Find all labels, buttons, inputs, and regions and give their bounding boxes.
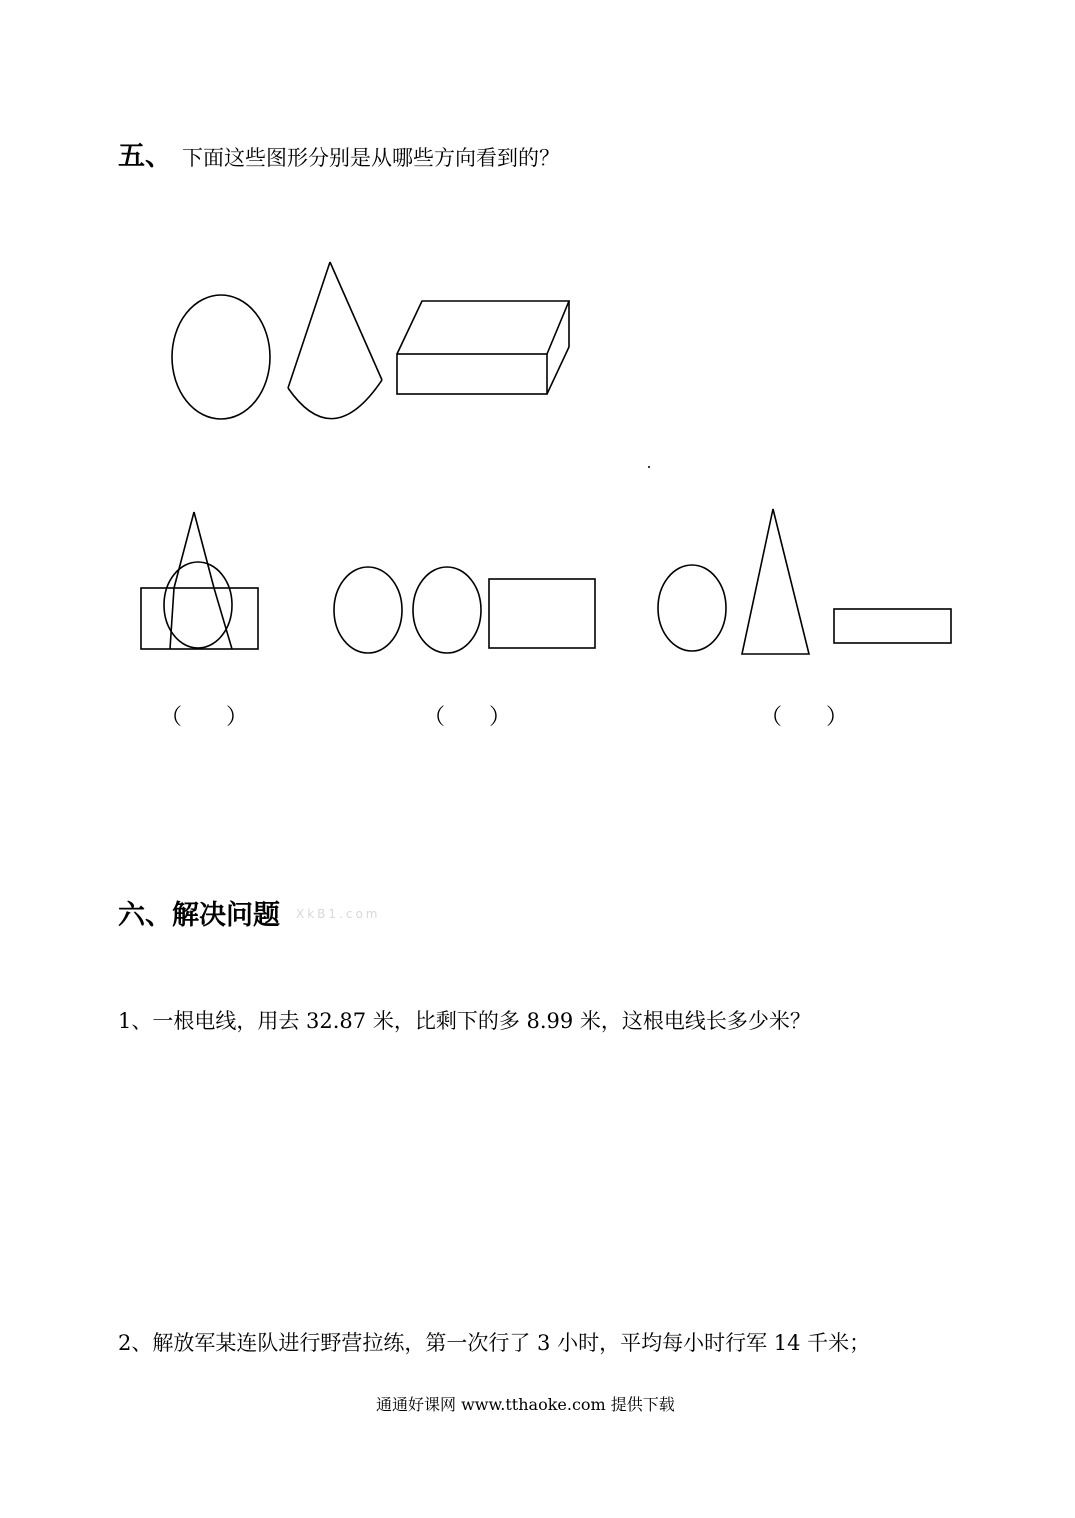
view-1-ellipse [164, 562, 232, 648]
view-1-triangle-right [194, 512, 214, 588]
view-1-rectangle [141, 588, 258, 649]
view-3-figure [658, 509, 951, 654]
view-2-circle-b [413, 567, 481, 653]
cuboid-front-face [397, 354, 547, 394]
view-2-rectangle [489, 579, 595, 648]
answer-bracket-3[interactable]: （ ） [760, 705, 849, 730]
cone-left-edge [288, 262, 330, 388]
cone-base-arc [288, 380, 382, 419]
ball-outline [172, 295, 270, 419]
watermark: XkB1.com [296, 907, 381, 921]
view-3-triangle [742, 509, 809, 654]
cuboid-top-face [397, 301, 569, 354]
view-3-circle [658, 565, 726, 651]
section-6-heading: 六、解决问题 [118, 900, 280, 931]
view-2-figure [334, 567, 595, 653]
cone-right-edge [330, 262, 382, 380]
section-5-number: 五、 [118, 141, 172, 172]
cuboid-figure [397, 301, 569, 394]
answer-bracket-2[interactable]: （ ） [423, 705, 512, 730]
section-5-question: 下面这些图形分别是从哪些方向看到的？ [182, 146, 560, 170]
ball-figure [172, 295, 270, 419]
view-1-figure [141, 512, 258, 649]
problem-2: 2、解放军某连队进行野营拉练，第一次行了 3 小时，平均每小时行军 14 千米； [118, 1331, 871, 1355]
view-1-triangle-left [174, 512, 194, 588]
footer-source: 通通好课网 www.tthaoke.com 提供下载 [376, 1395, 675, 1414]
view-3-rectangle [834, 609, 951, 643]
view-1-triangle-left-lower [170, 588, 174, 649]
stray-dot [648, 466, 650, 468]
cone-figure [288, 262, 382, 419]
problem-1: 1、一根电线，用去 32.87 米，比剩下的多 8.99 米，这根电线长多少米？ [118, 1009, 811, 1033]
view-1-triangle-right-lower [214, 588, 232, 649]
answer-bracket-1[interactable]: （ ） [160, 705, 249, 730]
view-2-circle-a [334, 567, 402, 653]
